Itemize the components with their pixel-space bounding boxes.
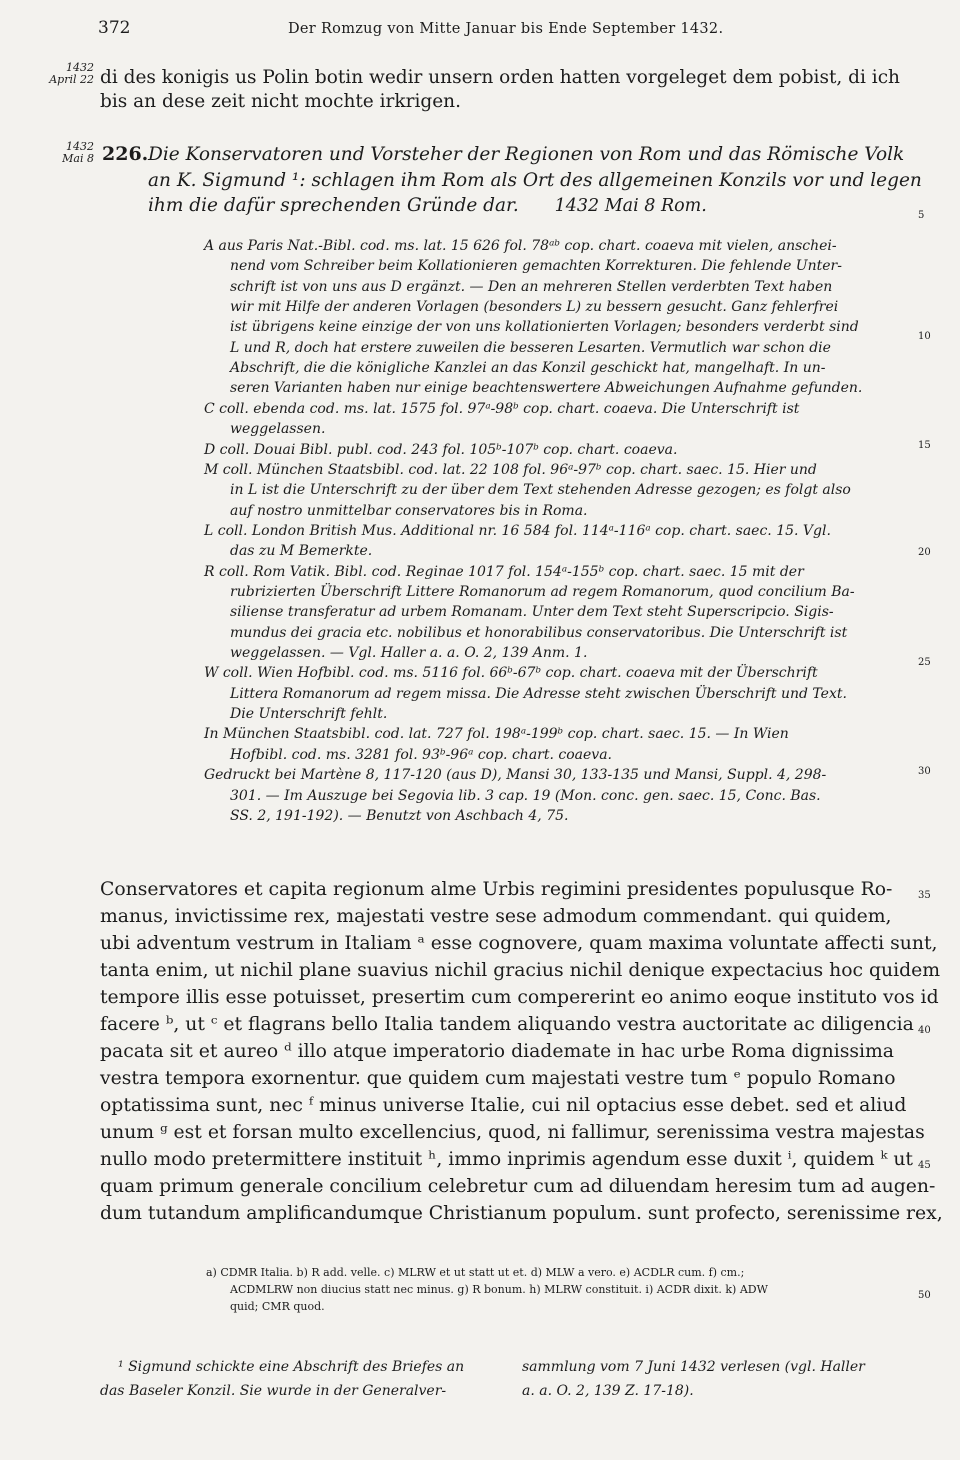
note-line: W coll. Wien Hofbibl. cod. ms. 5116 fol. 66ᵇ-67ᵇ cop. chart. coaeva mit der Überschrift (204, 665, 818, 681)
line-number: 10 (918, 331, 931, 342)
text-line: unum ᵍ est et forsan multo excellencius, quod, ni fallimur, serenissima vestra majestas (100, 1122, 925, 1143)
line-number: 50 (918, 1290, 931, 1301)
footnote-line: das Baseler Konzil. Sie wurde in der Generalver- (100, 1383, 447, 1399)
line-number: 45 (918, 1160, 931, 1171)
note-line: Gedruckt bei Martène 8, 117-120 (aus D), Mansi 30, 133-135 und Mansi, Suppl. 4, 298- (204, 767, 827, 783)
note-line: L und R, doch hat erstere zuweilen die besseren Lesarten. Vermutlich war schon die (230, 340, 831, 356)
text-line: tempore illis esse potuisset, presertim cum compererint eo animo eoque instituto vos id (100, 987, 939, 1008)
footnote-line: a. a. O. 2, 139 Z. 17-18). (522, 1383, 694, 1399)
note-line: das zu M Bemerkte. (230, 543, 373, 559)
variant-line: ACDMLRW non diucius statt nec minus. g) R bonum. h) MLRW constituit. i) ACDR dixit. k) ADW (230, 1283, 768, 1296)
note-line: wir mit Hilfe der anderen Vorlagen (besonders L) zu bessern gesucht. Ganz fehlerfrei (230, 299, 839, 315)
note-line: Die Unterschrift fehlt. (230, 706, 388, 722)
margin-date-year: 1432 (66, 61, 94, 74)
note-line: Littera Romanorum ad regem missa. Die Adresse steht zwischen Überschrift und Text. (230, 686, 847, 702)
note-line: weggelassen. — Vgl. Haller a. a. O. 2, 139 Anm. 1. (230, 645, 588, 661)
line-number: 30 (918, 766, 931, 777)
footnote-line: sammlung vom 7 Juni 1432 verlesen (vgl. Haller (522, 1359, 865, 1375)
line-number: 40 (918, 1025, 931, 1036)
line-number: 5 (918, 210, 925, 221)
note-line: nend vom Schreiber beim Kollationieren gemachten Korrekturen. Die fehlende Unter- (230, 258, 842, 274)
text-line: optatissima sunt, nec ᶠ minus universe Italie, cui nil optacius esse debet. sed et aliud (100, 1095, 907, 1116)
line-number: 15 (918, 440, 931, 451)
text-line: vestra tempora exornentur. que quidem cum majestati vestre tum ᵉ populo Romano (100, 1068, 896, 1089)
text-line: manus, invictissime rex, majestati vestre sese admodum commendant. qui quidem, (100, 906, 892, 927)
note-line: A aus Paris Nat.-Bibl. cod. ms. lat. 15 626 fol. 78ᵃᵇ cop. chart. coaeva mit vielen, anschei- (204, 238, 837, 254)
document-title (148, 142, 928, 220)
running-title: Der Romzug von Mitte Januar bis Ende September 1432. (288, 21, 724, 37)
text-line: ubi adventum vestrum in Italiam ᵃ esse cognovere, quam maxima voluntate affecti sunt, (100, 933, 938, 954)
text-line: nullo modo pretermittere instituit ʰ, immo inprimis agendum esse duxit ⁱ, quidem ᵏ ut (100, 1149, 913, 1170)
note-line: ist übrigens keine einzige der von uns kollationierten Vorlagen; besonders verderbt sind (230, 319, 859, 335)
note-line: In München Staatsbibl. cod. lat. 727 fol. 198ᵃ-199ᵇ cop. chart. saec. 15. — In Wien (204, 726, 789, 742)
variant-line: a) CDMR Italia. b) R add. velle. c) MLRW et ut statt ut et. d) MLW a vero. e) ACDLR cum. f) cm.; (206, 1266, 745, 1279)
document-number: 226. (102, 143, 149, 165)
note-line: mundus dei gracia etc. nobilibus et honorabilibus conservatoribus. Die Unterschrift ist (230, 625, 848, 641)
margin-date-day: April 22 (49, 73, 94, 86)
note-line: M coll. München Staatsbibl. cod. lat. 22 108 fol. 96ᵃ-97ᵇ cop. chart. saec. 15. Hier und (204, 462, 817, 478)
line-number: 25 (918, 657, 931, 668)
text-line: Conservatores et capita regionum alme Urbis regimini presidentes populusque Ro- (100, 879, 893, 900)
note-line: in L ist die Unterschrift zu der über dem Text stehenden Adresse gezogen; es folgt also (230, 482, 851, 498)
margin-date-prev (48, 62, 94, 86)
note-line: Hofbibl. cod. ms. 3281 fol. 93ᵇ-96ᵃ cop. chart. coaeva. (230, 747, 612, 763)
document-title-text: Die Konservatoren und Vorsteher der Regionen von Rom und das Römische Volk an K. Sigmund ¹: schlagen ihm Rom als Ort des allgemeinen Konzils vor und legen ihm die dafür sprechenden Gründe dar. (148, 144, 922, 216)
text-line: dum tutandum amplificandumque Christianum populum. sunt profecto, serenissime rex, (100, 1203, 943, 1224)
note-line: rubrizierten Überschrift Littere Romanorum ad regem Romanorum, quod concilium Ba- (230, 584, 855, 600)
note-line: 301. — Im Auszuge bei Segovia lib. 3 cap. 19 (Mon. conc. gen. saec. 15, Conc. Bas. (230, 788, 821, 804)
note-line: C coll. ebenda cod. ms. lat. 1575 fol. 97ᵃ-98ᵇ cop. chart. coaeva. Die Unterschrift ist (204, 401, 800, 417)
previous-document-text: di des konigis us Polin botin wedir unsern orden hatten vorgeleget dem pobist, di ich bis an dese zeit nicht mochte irkrigen. (100, 67, 900, 112)
margin-date-doc (48, 141, 94, 165)
line-number: 20 (918, 547, 931, 558)
text-line: facere ᵇ, ut ᶜ et flagrans bello Italia tandem aliquando vestra auctoritate ac diligencia (100, 1014, 914, 1035)
margin-date-year: 1432 (66, 140, 94, 153)
text-line: quam primum generale concilium celebretur cum ad diluendam heresim tum ad augen- (100, 1176, 936, 1197)
note-line: siliense transferatur ad urbem Romanam. Unter dem Text steht Superscripcio. Sigis- (230, 604, 834, 620)
note-line: R coll. Rom Vatik. Bibl. cod. Reginae 1017 fol. 154ᵃ-155ᵇ cop. chart. saec. 15 mit der (204, 564, 804, 580)
note-line: L coll. London British Mus. Additional nr. 16 584 fol. 114ᵃ-116ᵃ cop. chart. saec. 15. Vgl. (204, 523, 831, 539)
note-line: weggelassen. (230, 421, 326, 437)
text-line: tanta enim, ut nichil plane suavius nichil gracius nichil denique expectacius hoc quidem (100, 960, 941, 981)
note-line: Abschrift, die die königliche Kanzlei an das Konzil geschickt hat, mangelhaft. In un- (230, 360, 826, 376)
note-line: SS. 2, 191-192). — Benutzt von Aschbach 4, 75. (230, 808, 569, 824)
note-line: seren Varianten haben nur einige beachtenswertere Abweichungen Aufnahme gefunden. (230, 380, 863, 396)
document-title-date: 1432 Mai 8 Rom. (554, 196, 707, 216)
text-line: pacata sit et aureo ᵈ illo atque imperatorio diademate in hac urbe Roma dignissima (100, 1041, 894, 1062)
variant-line: quid; CMR quod. (230, 1300, 325, 1313)
footnote-line: ¹ Sigmund schickte eine Abschrift des Briefes an (118, 1359, 465, 1375)
note-line: schrift ist von uns aus D ergänzt. — Den an mehreren Stellen verderbten Text haben (230, 279, 833, 295)
page-number: 372 (98, 18, 131, 38)
margin-date-day: Mai 8 (62, 152, 94, 165)
note-line: auf nostro unmittelbar conservatores bis in Roma. (230, 503, 588, 519)
line-number: 35 (918, 890, 931, 901)
note-line: D coll. Douai Bibl. publ. cod. 243 fol. 105ᵇ-107ᵇ cop. chart. coaeva. (204, 442, 678, 458)
